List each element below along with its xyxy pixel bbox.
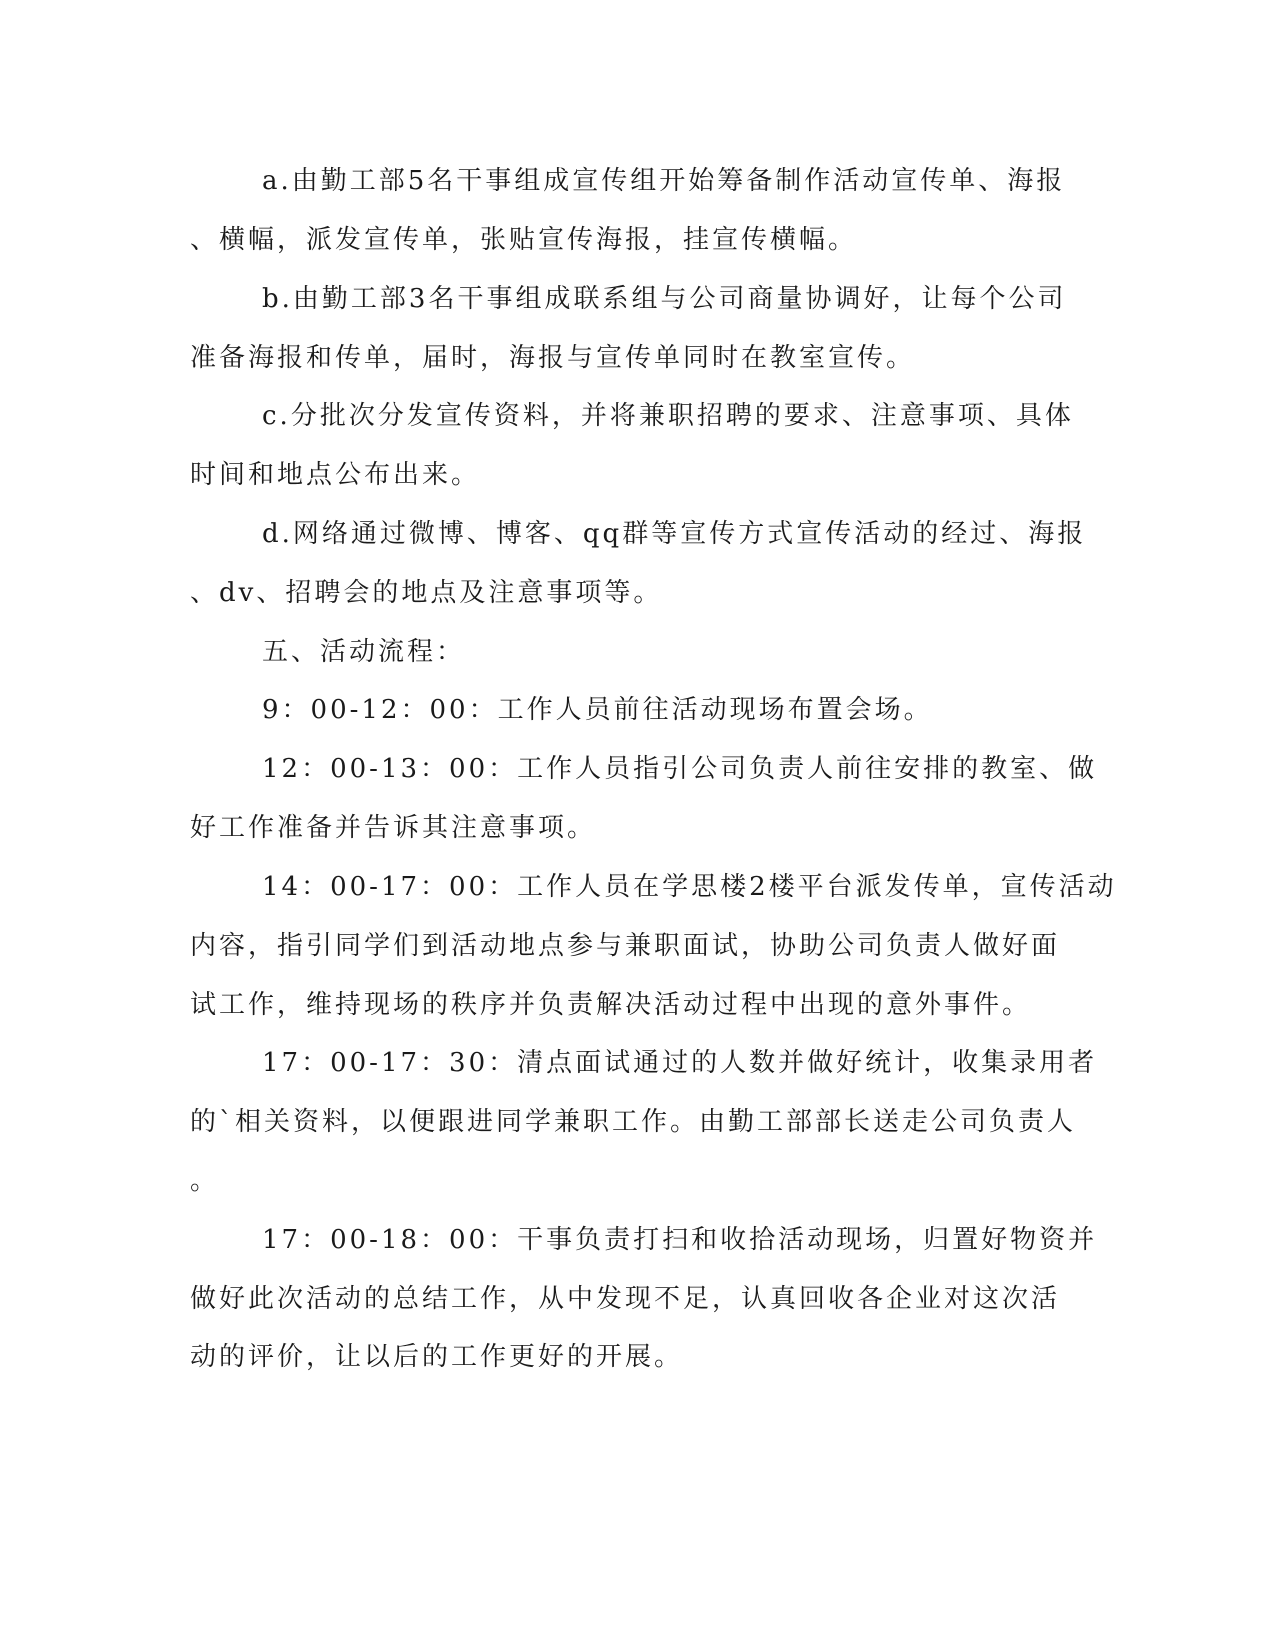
text-line: 、dv、招聘会的地点及注意事项等。 xyxy=(190,578,663,608)
text-line: 17：00-18：00：干事负责打扫和收拾活动现场，归置好物资并 xyxy=(262,1225,1098,1255)
text-line: 动的评价，让以后的工作更好的开展。 xyxy=(190,1342,684,1372)
text-line: c.分批次分发宣传资料，并将兼职招聘的要求、注意事项、具体 xyxy=(262,401,1074,431)
text-line: 9：00-12：00：工作人员前往活动现场布置会场。 xyxy=(262,695,933,725)
text-line: d.网络通过微博、博客、qq群等宣传方式宣传活动的经过、海报 xyxy=(262,519,1087,549)
text-line: 内容，指引同学们到活动地点参与兼职面试，协助公司负责人做好面 xyxy=(190,931,1061,961)
text-line: 。 xyxy=(190,1166,220,1196)
section-heading: 五、活动流程： xyxy=(262,637,466,667)
text-line: a.由勤工部5名干事组成宣传组开始筹备制作活动宣传单、海报 xyxy=(262,166,1066,196)
text-line: 试工作，维持现场的秩序并负责解决活动过程中出现的意外事件。 xyxy=(190,990,1032,1020)
text-line: 14：00-17：00：工作人员在学思楼2楼平台派发传单，宣传活动 xyxy=(262,872,1117,902)
text-line: 12：00-13：00：工作人员指引公司负责人前往安排的教室、做 xyxy=(262,754,1098,784)
text-line: 做好此次活动的总结工作，从中发现不足，认真回收各企业对这次活 xyxy=(190,1284,1061,1314)
text-line: 好工作准备并告诉其注意事项。 xyxy=(190,813,597,843)
text-line: 时间和地点公布出来。 xyxy=(190,460,481,490)
text-line: 、横幅，派发宣传单，张贴宣传海报，挂宣传横幅。 xyxy=(190,225,858,255)
text-line: 17：00-17：30：清点面试通过的人数并做好统计，收集录用者 xyxy=(262,1048,1098,1078)
text-line: b.由勤工部3名干事组成联系组与公司商量协调好，让每个公司 xyxy=(262,284,1067,314)
text-line: 准备海报和传单，届时，海报与宣传单同时在教室宣传。 xyxy=(190,343,916,373)
text-line: 的`相关资料，以便跟进同学兼职工作。由勤工部部长送走公司负责人 xyxy=(190,1107,1077,1137)
